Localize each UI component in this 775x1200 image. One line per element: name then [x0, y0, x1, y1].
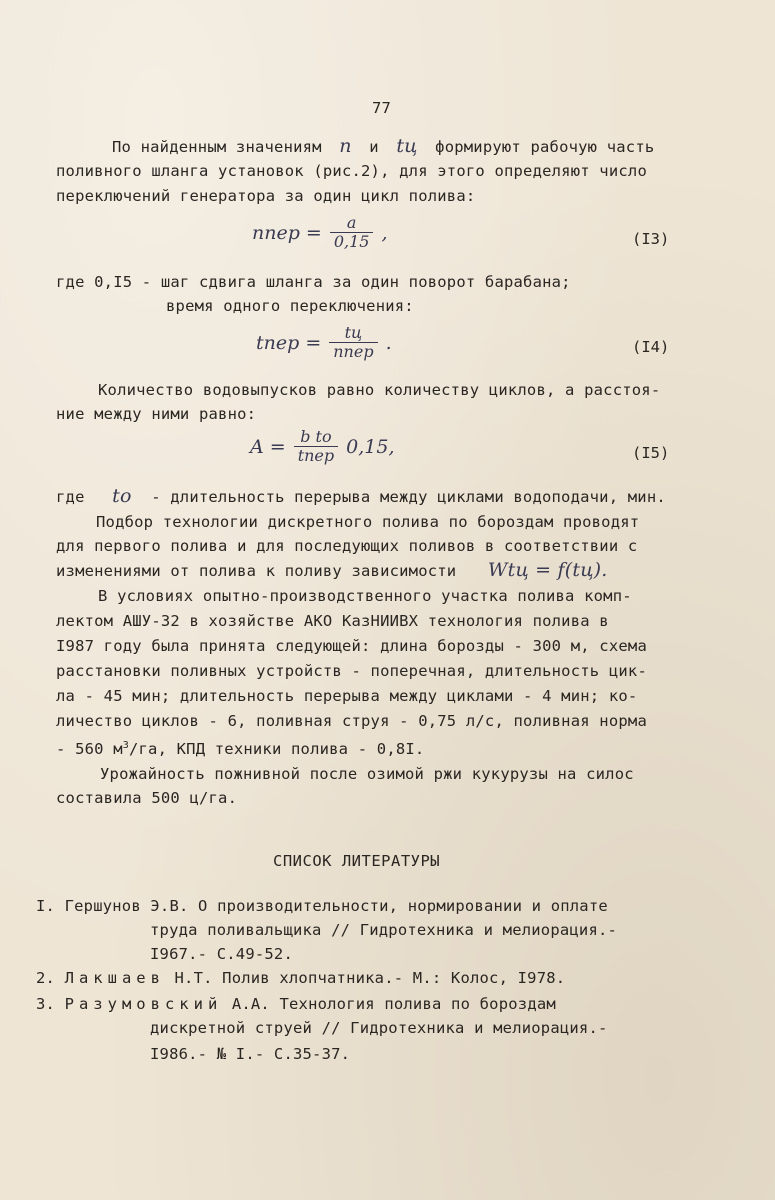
fraction-numerator: tц: [344, 323, 363, 342]
paragraph-2-line-2: ние между ними равно:: [56, 405, 257, 423]
where-text: - длительность перерыва между циклами водоподачи, мин.: [151, 488, 666, 506]
formula-13: [252, 214, 388, 251]
reference-2: [36, 968, 565, 988]
reference-3-line-2: дискретной струей // Гидротехника и мелиорация.-: [150, 1019, 608, 1037]
paragraph-4-line-1: В условиях опытно-производственного участка полива комп-: [98, 587, 632, 605]
paragraph-3-line-3: [56, 560, 608, 581]
paragraph-3-line-1: Подбор технологии дискретного полива по бороздам проводят: [96, 513, 640, 531]
paragraph-5-line-1: Урожайность пожнивной после озимой ржи кукурузы на силос: [100, 765, 634, 783]
references-heading: СПИСОК ЛИТЕРАТУРЫ: [273, 852, 441, 870]
formula-tail: .: [385, 331, 392, 354]
formula-lhs: nпер =: [252, 221, 322, 244]
reference-number: 2.: [36, 969, 56, 987]
formula-15: [250, 428, 395, 465]
paragraph-4-line-4: расстановки поливных устройств - поперечная, длительность цик-: [56, 662, 647, 680]
reference-number: 3.: [36, 995, 56, 1013]
formula-lhs: tпер =: [256, 331, 322, 354]
reference-text: Н.Т. Полив хлопчатника.- М.: Колос, I978.: [174, 969, 566, 987]
superscript: 3: [122, 740, 129, 751]
formula-tail: ,: [381, 221, 388, 244]
formula-fraction: [294, 428, 338, 465]
fraction-denominator: 0,15: [333, 232, 370, 252]
reference-1-line-1: I. Гершунов Э.В. О производительности, нормировании и оплате: [36, 897, 608, 915]
reference-3-line-1: [36, 994, 556, 1014]
reference-author: Разумовский: [64, 995, 223, 1013]
formula-lhs: A =: [250, 435, 286, 458]
paragraph-5-line-2: составила 500 ц/га.: [56, 789, 238, 807]
where-prefix: где: [56, 488, 85, 506]
equation-number-14: (I4): [632, 338, 670, 356]
paragraph-4-line-5: ла - 45 мин; длительность перерыва между циклами - 4 мин; ко-: [56, 687, 638, 705]
paragraph-2-line-1: Количество водовыпусков равно количеству циклов, а расстоя-: [98, 381, 661, 399]
formula-tail: 0,15,: [346, 435, 395, 458]
formula-fraction: [329, 324, 377, 361]
fraction-numerator: a: [346, 213, 357, 232]
reference-author: Лакшаев: [64, 969, 165, 987]
formula-14: [256, 324, 392, 361]
paragraph-text: /га, КПД техники полива - 0,8I.: [128, 740, 425, 759]
reference-text: А.А. Технология полива по бороздам: [231, 995, 556, 1013]
paragraph-text: - 560 м: [56, 740, 123, 759]
paragraph-4-line-7: [56, 736, 424, 759]
paragraph-4-line-2: лектом АШУ-32 в хозяйстве АКО КазНИИВХ технология полива в: [56, 612, 609, 630]
equation-number-13: (I3): [632, 230, 670, 248]
paragraph-text: формируют рабочую часть: [435, 138, 655, 156]
where-2-line: [56, 486, 666, 507]
symbol-t0: tо: [112, 485, 132, 507]
where-1-line-1: где 0,I5 - шаг сдвига шланга за один поворот барабана;: [56, 273, 571, 291]
symbol-tc: tц: [396, 135, 418, 157]
paragraph-1-line-2: поливного шланга установок (рис.2), для этого определяют число: [56, 162, 647, 180]
fraction-numerator: b tо: [300, 427, 332, 446]
paragraph-text: изменениями от полива к поливу зависимости: [56, 562, 457, 580]
paragraph-text: и: [369, 138, 379, 156]
paragraph-4-line-3: I987 году была принята следующей: длина борозды - 300 м, схема: [56, 637, 647, 655]
paragraph-text: По найденным значениям: [112, 138, 322, 156]
formula-fraction: [330, 214, 374, 251]
fraction-denominator: tпер: [297, 446, 335, 466]
equation-number-15: (I5): [632, 444, 670, 462]
paragraph-1-line-3: переключений генератора за один цикл полива:: [56, 187, 476, 205]
paragraph-4-line-6: личество циклов - 6, поливная струя - 0,75 л/с, поливная норма: [56, 712, 647, 730]
page-number: 77: [372, 99, 392, 117]
paragraph-3-line-2: для первого полива и для последующих поливов в соответствии с: [56, 537, 638, 555]
where-1-line-2: время одного переключения:: [166, 297, 414, 315]
fraction-denominator: nпер: [333, 342, 374, 362]
reference-3-line-3: I986.- № I.- С.35-37.: [150, 1045, 351, 1063]
symbol-n: n: [339, 135, 352, 157]
paragraph-1-line-1: [112, 136, 654, 157]
reference-1-line-3: I967.- С.49-52.: [150, 945, 293, 963]
reference-1-line-2: труда поливальщика // Гидротехника и мелиорация.-: [150, 921, 618, 939]
dependence-formula: Wtц = f(tц).: [487, 559, 608, 581]
